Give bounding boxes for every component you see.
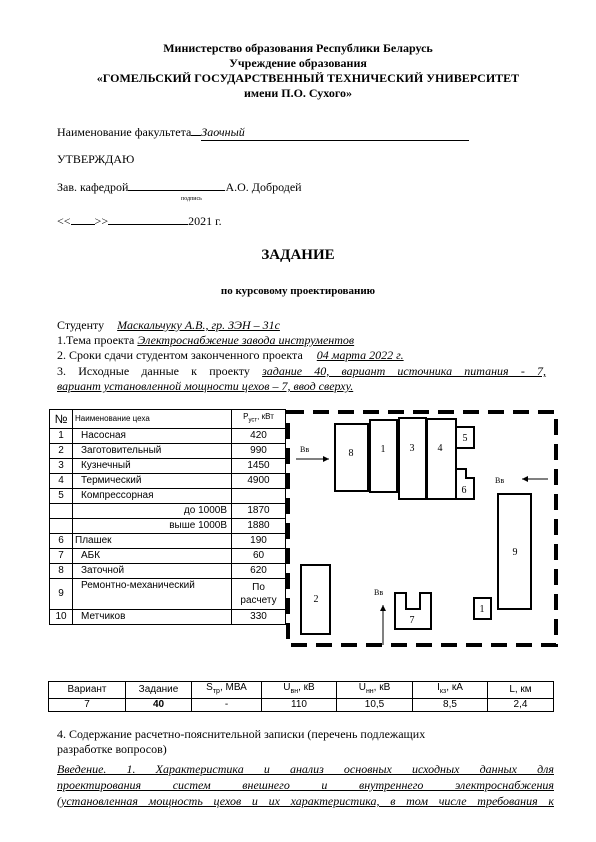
row-power: 1450 — [232, 458, 286, 473]
input-label-right: Вв — [495, 476, 505, 485]
shop-3 — [399, 418, 426, 499]
shop-1-top-label: 1 — [380, 444, 386, 455]
student-label: Студенту — [57, 318, 105, 332]
var-col-s — [192, 682, 262, 699]
faculty-value: Заочный — [201, 125, 469, 141]
row-name: Кузнечный — [73, 458, 232, 473]
row-no — [50, 503, 73, 518]
row-name: выше 1000В — [73, 518, 232, 533]
row-no: 6 — [50, 533, 73, 548]
var-col-unn-unit: , кВ — [373, 682, 391, 693]
table-row — [50, 533, 286, 548]
shop-1-top — [370, 420, 397, 492]
row-power: 990 — [232, 443, 286, 458]
item4-cont-line: разработке вопросов) — [57, 742, 167, 756]
var-col-s-main: S — [206, 682, 213, 693]
table-row — [50, 428, 286, 443]
input-arrow-bottom-head — [380, 605, 386, 611]
shop-4 — [427, 419, 456, 499]
row-name: Заготовительный — [73, 443, 232, 458]
item1-label: 1.Тема проекта — [57, 333, 135, 347]
var-val-variant: 7 — [49, 699, 126, 712]
var-col-uvn — [262, 682, 337, 699]
shop-4-label: 4 — [437, 443, 443, 454]
var-col-ikz-main: I — [437, 682, 440, 693]
university-title: «ГОМЕЛЬСКИЙ ГОСУДАРСТВЕННЫЙ ТЕХНИЧЕСКИЙ УНИВЕРСИТЕТ — [96, 71, 520, 85]
shop-8 — [335, 424, 368, 491]
intro-line-1: Введение. 1. Характеристика и анализ основных исходных данных для — [57, 762, 554, 776]
shop-1-bottom-label: 1 — [479, 604, 485, 615]
col-power-sub: уст — [248, 417, 258, 424]
shop-7-label: 7 — [409, 615, 415, 626]
row-power: 1880 — [232, 518, 286, 533]
row-power: 620 — [232, 563, 286, 578]
item2-line — [57, 348, 404, 363]
row-power: 4900 — [232, 473, 286, 488]
head-line — [57, 179, 302, 195]
row-no: 8 — [50, 563, 73, 578]
var-col-s-unit: , МВА — [219, 682, 247, 693]
row-name: Заточной — [73, 563, 232, 578]
row-no: 2 — [50, 443, 73, 458]
row-power — [232, 488, 286, 503]
item2-label: 2. Сроки сдачи студентом законченного проекта — [57, 348, 303, 362]
col-power — [232, 410, 286, 429]
var-col-uvn-unit: , кВ — [298, 682, 315, 693]
var-val-l: 2,4 — [488, 699, 554, 712]
item4-line: 4. Содержание расчетно-пояснительной записки (перечень подлежащих — [57, 727, 426, 741]
shop-5 — [456, 427, 474, 448]
shop-2 — [301, 565, 330, 634]
var-val-s: - — [192, 699, 262, 712]
student-value: Маскальчуку А.В., гр. ЗЭН – 31с — [117, 318, 280, 332]
table-row — [50, 548, 286, 563]
row-power-line1: По — [252, 581, 265, 593]
row-no: 9 — [50, 578, 73, 609]
date-open: << — [57, 214, 71, 228]
shop-9-label: 9 — [512, 547, 518, 558]
shops-table-header — [50, 410, 286, 429]
input-arrow-left-head — [323, 456, 329, 462]
task-subtitle: по курсовому проектированию — [220, 285, 376, 297]
col-power-unit: , кВт — [257, 412, 274, 421]
var-col-ikz-sub: кз — [439, 688, 447, 695]
date-close: >> — [94, 214, 109, 228]
ministry-title: Министерство образования Республики Беларусь — [163, 41, 433, 55]
institution-type: Учреждение образования — [229, 56, 367, 70]
head-label: Зав. кафедрой — [57, 180, 129, 194]
row-power: 420 — [232, 428, 286, 443]
var-col-s-sub: тр — [212, 688, 220, 695]
var-col-ikz-unit: , кА — [446, 682, 463, 693]
item3-line-2 — [57, 379, 353, 394]
row-name: Метчиков — [73, 609, 232, 624]
table-row — [50, 563, 286, 578]
table-row — [50, 473, 286, 488]
row-power: 190 — [232, 533, 286, 548]
var-col-unn — [337, 682, 413, 699]
var-col-ikz — [413, 682, 488, 699]
table-row — [50, 578, 286, 609]
variant-table-header — [49, 682, 554, 699]
var-val-unn: 10,5 — [337, 699, 413, 712]
shop-3-label: 3 — [409, 443, 415, 454]
row-name: Ремонтно-механический — [73, 578, 232, 609]
shop-5-label: 5 — [462, 433, 468, 444]
var-col-unn-main: U — [358, 682, 366, 693]
var-col-task: Задание — [126, 682, 192, 699]
table-row — [50, 503, 286, 518]
signature-caption: подпись — [181, 196, 202, 202]
row-name: Насосная — [73, 428, 232, 443]
var-col-variant: Вариант — [49, 682, 126, 699]
var-val-task: 40 — [126, 699, 192, 712]
row-name: АБК — [73, 548, 232, 563]
shop-9 — [498, 494, 531, 609]
row-no: 3 — [50, 458, 73, 473]
shop-6 — [456, 469, 474, 499]
item3-value-1: задание 40, вариант источника питания - 7, — [262, 364, 547, 378]
row-power: 330 — [232, 609, 286, 624]
table-row — [50, 609, 286, 624]
date-year: 2021 г. — [188, 214, 222, 228]
row-no — [50, 518, 73, 533]
table-row — [50, 518, 286, 533]
row-no: 5 — [50, 488, 73, 503]
var-val-ikz: 8,5 — [413, 699, 488, 712]
input-label-left: Вв — [300, 445, 310, 454]
col-power-main: P — [243, 412, 249, 421]
var-col-uvn-main: U — [283, 682, 291, 693]
row-name: Термический — [73, 473, 232, 488]
shop-7 — [395, 593, 431, 629]
item3-value-2: вариант установленной мощности цехов – 7, ввод сверху. — [57, 379, 354, 393]
row-name: до 1000В — [73, 503, 232, 518]
var-col-unn-sub: нн — [365, 688, 374, 695]
shop-6-label: 6 — [461, 485, 467, 496]
table-row — [50, 458, 286, 473]
faculty-label: Наименование факультета — [57, 125, 192, 139]
variant-table — [48, 681, 554, 712]
row-no: 4 — [50, 473, 73, 488]
row-power: 1870 — [232, 503, 286, 518]
row-power — [232, 578, 286, 609]
table-row — [50, 488, 286, 503]
var-col-uvn-sub: вн — [290, 688, 299, 695]
col-name: Наименование цеха — [73, 410, 232, 429]
input-label-bottom: Вв — [374, 588, 384, 597]
item3-label: 3. Исходные данные к проекту — [57, 364, 250, 378]
row-no: 1 — [50, 428, 73, 443]
row-power-line2: расчету — [240, 594, 277, 606]
date-line — [57, 213, 222, 229]
university-name: имени П.О. Сухого» — [244, 86, 352, 100]
faculty-line — [57, 124, 517, 141]
var-val-uvn: 110 — [262, 699, 337, 712]
col-no: № — [50, 410, 73, 429]
row-name: Плашек — [73, 533, 232, 548]
variant-table-row — [49, 699, 554, 712]
shop-2-label: 2 — [313, 594, 319, 605]
row-name: Компрессорная — [73, 488, 232, 503]
intro-line-3: (установленная мощность цехов и их характеристика, в том числе требования к — [57, 794, 554, 808]
table-row — [50, 443, 286, 458]
item2-value: 04 марта 2022 г. — [316, 348, 404, 362]
shop-1-bottom — [474, 598, 491, 619]
item1-line — [57, 333, 354, 348]
plant-boundary — [288, 412, 556, 645]
intro-line-2: проектирования систем внешнего и внутреннего электроснабжения — [57, 778, 554, 792]
var-col-l: L, км — [488, 682, 554, 699]
row-no: 10 — [50, 609, 73, 624]
input-arrow-right-head — [522, 476, 528, 482]
student-line — [57, 318, 292, 333]
head-name: А.О. Добродей — [225, 180, 302, 194]
item1-value: Электроснабжение завода инструментов — [137, 333, 355, 347]
row-no: 7 — [50, 548, 73, 563]
shop-8-label: 8 — [348, 448, 354, 459]
shops-table — [49, 409, 286, 625]
task-title: ЗАДАНИЕ — [261, 247, 335, 263]
approve-title: УТВЕРЖДАЮ — [57, 152, 135, 166]
item3-line — [57, 364, 546, 379]
row-power: 60 — [232, 548, 286, 563]
